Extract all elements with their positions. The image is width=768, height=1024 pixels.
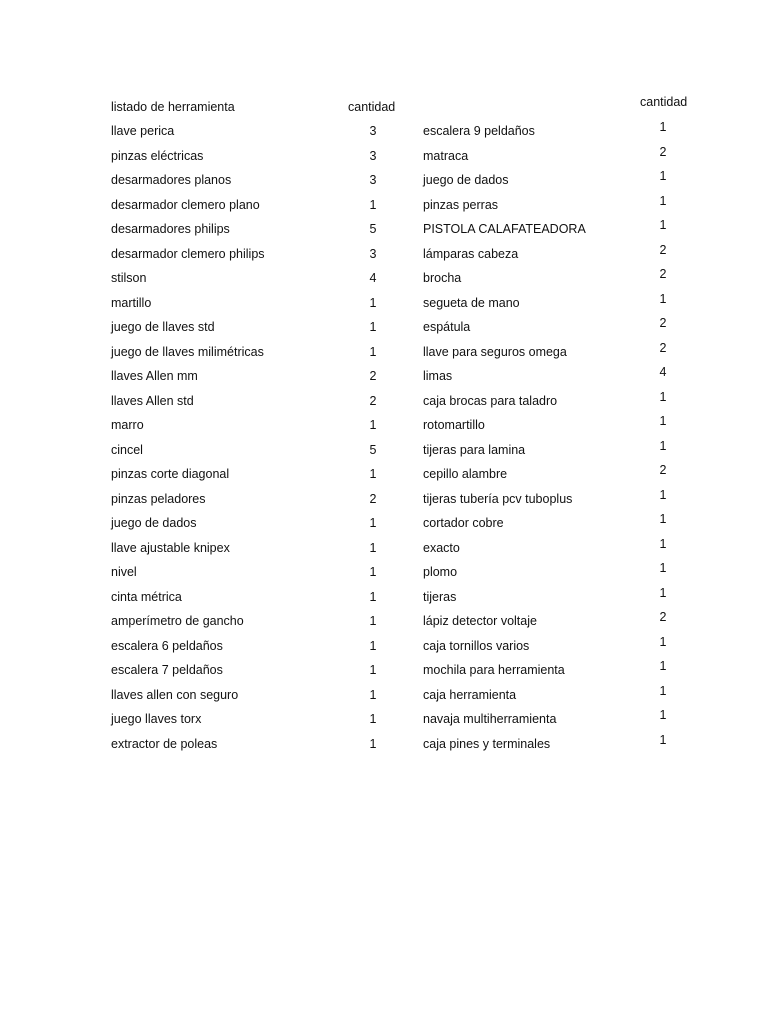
right-item-name: caja pines y terminales — [423, 736, 551, 751]
left-item-name: desarmadores philips — [111, 222, 230, 236]
left-item-name: amperímetro de gancho — [111, 614, 244, 628]
right-item-name: juego de dados — [423, 173, 509, 187]
table-row — [0, 561, 768, 589]
left-item-name: juego de llaves std — [111, 320, 215, 334]
right-item-name: lápiz detector voltaje — [423, 614, 537, 628]
list-title: listado de herramienta — [111, 100, 235, 114]
left-item-quantity: 2 — [369, 491, 377, 506]
table-row — [0, 708, 768, 736]
left-item-quantity: 1 — [369, 320, 377, 334]
right-item-quantity: 2 — [659, 610, 667, 624]
left-item-name: nivel — [111, 565, 137, 579]
right-item-name: tijeras — [423, 589, 457, 604]
table-row — [0, 512, 768, 540]
right-item-quantity: 1 — [659, 634, 667, 649]
left-item-name: llave ajustable knipex — [111, 540, 230, 555]
right-item-name: lámparas cabeza — [423, 246, 519, 261]
left-item-quantity: 1 — [369, 589, 377, 604]
right-item-quantity: 2 — [659, 242, 667, 257]
left-item-quantity: 3 — [369, 148, 377, 163]
left-item-name: llave perica — [111, 124, 175, 138]
right-item-name: PISTOLA CALAFATEADORA — [423, 222, 586, 236]
right-item-quantity: 1 — [659, 659, 667, 673]
table-row — [0, 659, 768, 687]
table-row — [0, 732, 768, 761]
left-item-quantity: 1 — [369, 295, 377, 310]
table-row — [0, 242, 768, 271]
left-item-name: extractor de poleas — [111, 736, 218, 751]
right-item-quantity: 1 — [659, 193, 667, 208]
left-item-name: llaves allen con seguro — [111, 687, 239, 702]
right-item-name: brocha — [423, 271, 462, 285]
left-item-name: pinzas eléctricas — [111, 148, 204, 163]
right-item-quantity: 4 — [659, 365, 667, 379]
right-item-quantity: 1 — [659, 561, 667, 575]
left-item-quantity: 3 — [369, 173, 377, 187]
table-row — [0, 389, 768, 418]
right-item-quantity: 1 — [659, 487, 667, 502]
right-item-quantity: 2 — [659, 144, 667, 159]
table-row — [0, 267, 768, 295]
left-item-name: desarmadores planos — [111, 173, 232, 187]
left-item-name: llaves Allen mm — [111, 369, 198, 383]
right-item-quantity: 1 — [659, 683, 667, 698]
right-item-name: tijeras tubería pcv tuboplus — [423, 491, 573, 506]
left-item-quantity: 4 — [369, 271, 377, 285]
right-item-name: cepillo alambre — [423, 467, 508, 481]
left-item-quantity: 1 — [369, 540, 377, 555]
right-item-quantity: 2 — [659, 463, 667, 477]
left-item-quantity: 1 — [369, 663, 377, 677]
right-item-name: matraca — [423, 148, 469, 163]
right-item-quantity: 1 — [659, 291, 667, 306]
right-item-name: pinzas perras — [423, 197, 499, 212]
table-row — [0, 610, 768, 638]
table-row — [0, 365, 768, 393]
right-item-name: segueta de mano — [423, 295, 520, 310]
right-item-quantity: 1 — [659, 389, 667, 404]
right-item-quantity: 1 — [659, 708, 667, 722]
tool-list — [0, 120, 768, 760]
left-item-name: cinta métrica — [111, 589, 182, 604]
table-row — [0, 536, 768, 565]
right-item-quantity: 2 — [659, 340, 667, 355]
table-row — [0, 683, 768, 712]
right-item-quantity: 2 — [659, 316, 667, 330]
right-item-quantity: 1 — [659, 438, 667, 453]
right-item-name: navaja multiherramienta — [423, 712, 557, 726]
left-item-quantity: 2 — [369, 369, 377, 383]
left-item-name: cincel — [111, 442, 143, 457]
right-item-name: cortador cobre — [423, 516, 504, 530]
right-item-quantity: 1 — [659, 536, 667, 551]
table-row — [0, 169, 768, 197]
right-item-quantity: 1 — [659, 169, 667, 183]
right-item-name: caja tornillos varios — [423, 638, 530, 653]
table-row — [0, 218, 768, 246]
table-row — [0, 120, 768, 148]
left-item-quantity: 1 — [369, 516, 377, 530]
left-item-quantity: 1 — [369, 418, 377, 432]
right-item-name: mochila para herramienta — [423, 663, 565, 677]
table-row — [0, 487, 768, 516]
left-item-quantity: 2 — [369, 393, 377, 408]
right-item-name: caja brocas para taladro — [423, 393, 558, 408]
left-item-quantity: 3 — [369, 246, 377, 261]
left-item-name: escalera 7 peldaños — [111, 663, 223, 677]
left-quantity-header: cantidad — [348, 100, 396, 114]
table-row — [0, 634, 768, 663]
left-item-name: stilson — [111, 271, 147, 285]
right-item-quantity: 1 — [659, 732, 667, 747]
left-item-quantity: 1 — [369, 736, 377, 751]
right-item-quantity: 1 — [659, 414, 667, 428]
left-item-name: juego de llaves milimétricas — [111, 344, 264, 359]
left-item-quantity: 1 — [369, 687, 377, 702]
left-item-quantity: 1 — [369, 565, 377, 579]
left-item-quantity: 1 — [369, 344, 377, 359]
left-item-quantity: 1 — [369, 467, 377, 481]
table-row — [0, 463, 768, 491]
table-row — [0, 144, 768, 173]
left-item-name: juego llaves torx — [111, 712, 202, 726]
left-item-name: pinzas corte diagonal — [111, 467, 230, 481]
right-item-name: tijeras para lamina — [423, 442, 526, 457]
table-row — [0, 414, 768, 442]
left-item-quantity: 1 — [369, 614, 377, 628]
right-item-name: escalera 9 peldaños — [423, 124, 535, 138]
table-row — [0, 316, 768, 344]
left-item-quantity: 3 — [369, 124, 377, 138]
table-row — [0, 340, 768, 369]
right-item-name: caja herramienta — [423, 687, 517, 702]
left-item-quantity: 5 — [369, 442, 377, 457]
left-item-name: desarmador clemero plano — [111, 197, 260, 212]
left-item-quantity: 5 — [369, 222, 377, 236]
left-item-name: juego de dados — [111, 516, 197, 530]
right-item-name: plomo — [423, 565, 458, 579]
right-item-quantity: 2 — [659, 267, 667, 281]
left-item-name: escalera 6 peldaños — [111, 638, 223, 653]
table-row — [0, 585, 768, 614]
left-item-name: desarmador clemero philips — [111, 246, 265, 261]
right-item-name: llave para seguros omega — [423, 344, 567, 359]
left-item-name: marro — [111, 418, 144, 432]
table-row — [0, 291, 768, 320]
right-quantity-header: cantidad — [640, 95, 688, 109]
left-item-name: llaves Allen std — [111, 393, 194, 408]
left-item-name: pinzas peladores — [111, 491, 206, 506]
right-item-quantity: 1 — [659, 512, 667, 526]
left-item-quantity: 1 — [369, 638, 377, 653]
right-item-name: rotomartillo — [423, 418, 485, 432]
right-item-name: espátula — [423, 320, 471, 334]
table-row — [0, 438, 768, 467]
right-item-quantity: 1 — [659, 585, 667, 600]
right-item-name: exacto — [423, 540, 460, 555]
left-item-quantity: 1 — [369, 712, 377, 726]
right-item-name: limas — [423, 369, 453, 383]
right-item-quantity: 1 — [659, 120, 667, 134]
left-item-name: martillo — [111, 295, 152, 310]
table-row — [0, 193, 768, 222]
right-item-quantity: 1 — [659, 218, 667, 232]
left-item-quantity: 1 — [369, 197, 377, 212]
